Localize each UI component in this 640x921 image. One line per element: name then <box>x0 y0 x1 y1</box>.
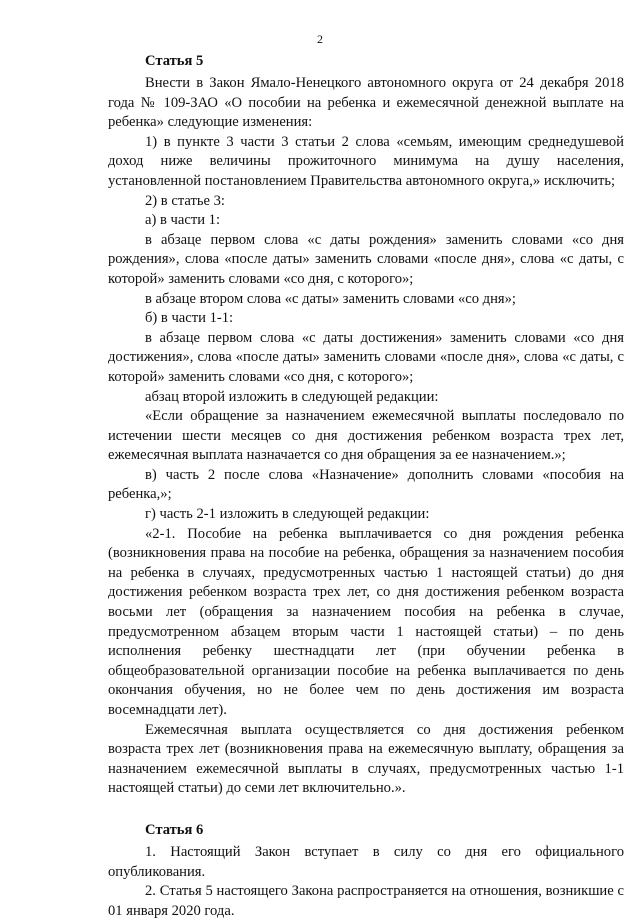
paragraph: 1) в пункте 3 части 3 статьи 2 слова «семьям, имеющим среднедушевой доход ниже величины прожиточного минимума на душу населения, установленной постановлением Правительства автономного округа,» исключить; <box>108 133 624 189</box>
paragraph: в абзаце первом слова «с даты достижения» заменить словами «со дня достижения», слова «после даты» заменить словами «после дня», слова «с даты, с которой» заменить словами «со дня, с которого»; <box>108 329 624 385</box>
paragraph: в абзаце втором слова «с даты» заменить словами «со дня»; <box>145 290 516 307</box>
article-5 <box>108 50 624 799</box>
paragraph: Ежемесячная выплата осуществляется со дня достижения ребенком возраста трех лет (возникновения права на ежемесячную выплату, обращения за назначением ежемесячной выплаты в случаях, предусмотренных частью 1-1 настоящей статьи) до семи лет включительно.». <box>108 721 624 797</box>
paragraph: 2) в статье 3: <box>145 192 225 209</box>
paragraph: 2. Статья 5 настоящего Закона распространяется на отношения, возникшие с 01 января 2020 года. <box>108 883 624 919</box>
paragraph: в) часть 2 после слова «Назначение» дополнить словами «пособия на ребенка,»; <box>108 466 624 503</box>
paragraph: в абзаце первом слова «с даты рождения» заменить словами «со дня рождения», слова «после даты» заменить словами «после дня», слова «с даты, с которой» заменить словами «со дня, с которого»; <box>108 231 624 287</box>
article-5-heading: Статья 5 <box>145 53 204 69</box>
article-6-heading: Статья 6 <box>145 821 204 838</box>
page-number: 2 <box>317 32 323 46</box>
paragraph: «Если обращение за назначением ежемесячной выплаты последовало по истечении шести месяцев со дня достижения ребенком возраста трех лет, ежемесячная выплата назначается со дня обращения за ее назначением.»; <box>108 408 624 464</box>
paragraph: а) в части 1: <box>145 212 221 229</box>
article-6 <box>108 819 624 921</box>
paragraph: б) в части 1-1: <box>145 310 234 327</box>
document-body <box>108 50 624 921</box>
paragraph: 1. Настоящий Закон вступает в силу со дня его официального опубликования. <box>108 843 624 880</box>
paragraph: абзац второй изложить в следующей редакции: <box>145 388 439 405</box>
section-gap <box>108 799 624 819</box>
paragraph: «2-1. Пособие на ребенка выплачивается со дня рождения ребенка (возникновения права на пособие на ребенка, обращения за назначением пособия на ребенка в случаях, предусмотренных частью 1 настоящей статьи) до дня достижения ребенком возраста трех лет, со дня достижения ребенком возраста восьми лет (обращения за назначением пособия на ребенка в случае, предусмотренном абзацем вторым части 1 настоящей статьи) – по день исполнения ребенку шестнадцати лет (при обучении ребенка в общеобразовательной организации пособие на ребенка выплачивается по день окончания обучения, но не более чем по день достижения им возраста восемнадцати лет). <box>108 525 624 718</box>
paragraph: г) часть 2-1 изложить в следующей редакции: <box>145 506 430 523</box>
paragraph: Внести в Закон Ямало-Ненецкого автономного округа от 24 декабря 2018 года № 109-ЗАО «О пособии на ребенка и ежемесячной денежной выплате на ребенка» следующие изменения: <box>108 75 624 131</box>
